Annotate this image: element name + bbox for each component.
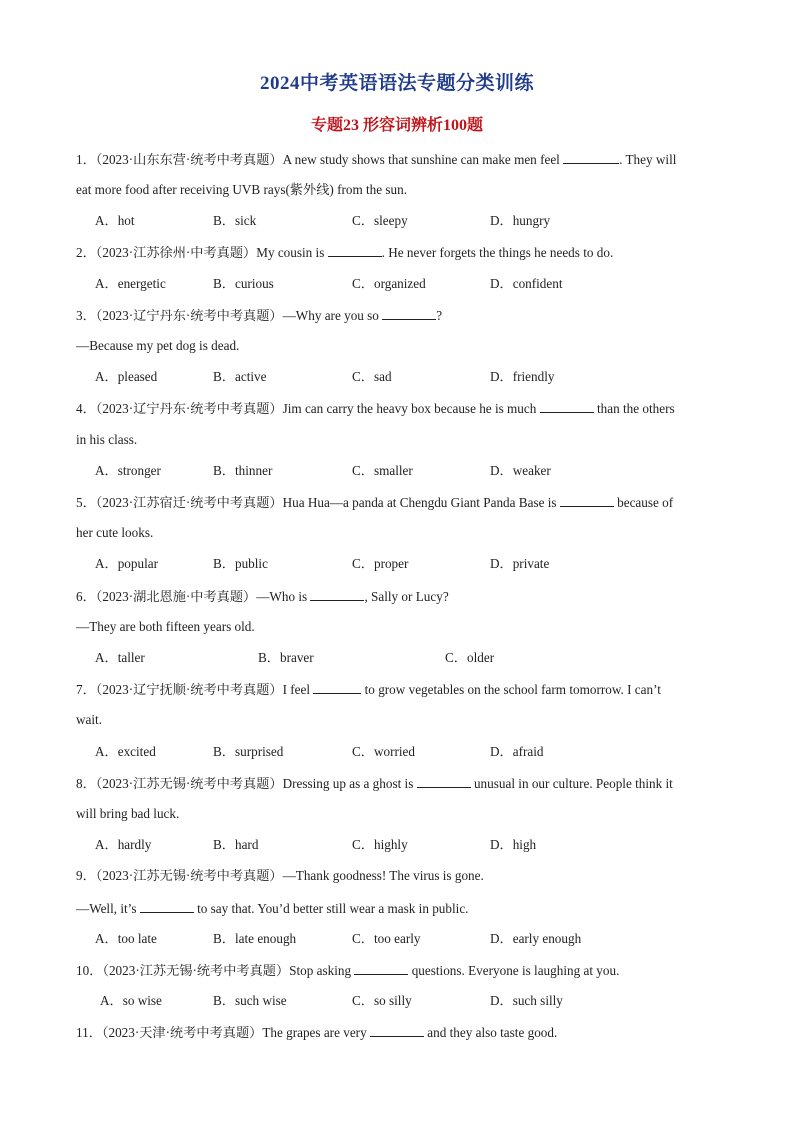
answer-blank	[140, 900, 194, 913]
question-4-stem-cont: in his class.	[76, 432, 138, 447]
question-5-option-c[interactable]: C．proper	[352, 556, 409, 571]
question-6-stem: 6．（2023·湖北恩施·中考真题）—Who is , Sally or Lucy?	[76, 589, 449, 604]
question-5-option-d[interactable]: D．private	[490, 556, 550, 571]
answer-blank	[560, 494, 614, 507]
question-9-option-d[interactable]: D．early enough	[490, 931, 582, 946]
question-7-option-b[interactable]: B．surprised	[213, 744, 284, 759]
question-10-option-c[interactable]: C．so silly	[352, 993, 412, 1008]
answer-blank	[382, 307, 436, 320]
answer-blank	[354, 962, 408, 975]
question-2-option-c[interactable]: C．organized	[352, 276, 426, 291]
question-4-option-b[interactable]: B．thinner	[213, 463, 273, 478]
question-1-option-c[interactable]: C．sleepy	[352, 213, 408, 228]
answer-blank	[310, 588, 364, 601]
question-10-option-b[interactable]: B．such wise	[213, 993, 287, 1008]
question-9-option-c[interactable]: C．too early	[352, 931, 421, 946]
question-10-stem: 10．（2023·江苏无锡·统考中考真题）Stop asking questions. Everyone is laughing at you.	[76, 963, 620, 978]
question-7-stem: 7．（2023·辽宁抚顺·统考中考真题）I feel to grow vegetables on the school farm tomorrow. I can’t	[76, 682, 661, 697]
question-3-stem: 3．（2023·辽宁丹东·统考中考真题）—Why are you so ?	[76, 308, 443, 323]
question-4-stem: 4．（2023·辽宁丹东·统考中考真题）Jim can carry the heavy box because he is much than the others	[76, 401, 675, 416]
question-1-stem-cont: eat more food after receiving UVB rays(紫外线) from the sun.	[76, 182, 408, 197]
question-5-stem: 5．（2023·江苏宿迁·统考中考真题）Hua Hua—a panda at Chengdu Giant Panda Base is because of	[76, 495, 674, 510]
question-4-option-c[interactable]: C．smaller	[352, 463, 413, 478]
question-7-option-a[interactable]: A．excited	[95, 744, 156, 759]
question-4-option-d[interactable]: D．weaker	[490, 463, 551, 478]
answer-blank	[313, 681, 361, 694]
question-8-stem-cont: will bring bad luck.	[76, 806, 180, 821]
answer-blank	[417, 775, 471, 788]
question-3-option-d[interactable]: D．friendly	[490, 369, 555, 384]
question-1-stem: 1．（2023·山东东营·统考中考真题）A new study shows that sunshine can make men feel . They will	[76, 152, 677, 167]
question-2-option-a[interactable]: A．energetic	[95, 276, 166, 291]
question-6-option-a[interactable]: A．taller	[95, 650, 145, 665]
question-8-option-b[interactable]: B．hard	[213, 837, 259, 852]
question-8-option-a[interactable]: A．hardly	[95, 837, 152, 852]
question-9-stem-cont: —Well, it’s to say that. You’d better still wear a mask in public.	[76, 901, 469, 916]
question-8-option-c[interactable]: C．highly	[352, 837, 408, 852]
question-5-option-a[interactable]: A．popular	[95, 556, 158, 571]
question-5-option-b[interactable]: B．public	[213, 556, 268, 571]
question-6-stem-cont: —They are both fifteen years old.	[76, 619, 255, 634]
question-1-option-b[interactable]: B．sick	[213, 213, 257, 228]
question-11-stem: 11．（2023·天津·统考中考真题）The grapes are very and they also taste good.	[76, 1025, 558, 1040]
question-9-option-b[interactable]: B．late enough	[213, 931, 297, 946]
question-6-option-c[interactable]: C．older	[445, 650, 495, 665]
question-4-option-a[interactable]: A．stronger	[95, 463, 161, 478]
answer-blank	[370, 1024, 424, 1037]
question-2-option-d[interactable]: D．confident	[490, 276, 563, 291]
question-1-option-d[interactable]: D．hungry	[490, 213, 551, 228]
question-3-option-a[interactable]: A．pleased	[95, 369, 158, 384]
question-3-stem-cont: —Because my pet dog is dead.	[76, 338, 240, 353]
question-8-option-d[interactable]: D．high	[490, 837, 537, 852]
question-5-stem-cont: her cute looks.	[76, 525, 154, 540]
question-1-option-a[interactable]: A．hot	[95, 213, 135, 228]
page-title: 2024中考英语语法专题分类训练	[259, 73, 534, 94]
page-subtitle: 专题23 形容词辨析100题	[310, 117, 483, 134]
question-7-option-d[interactable]: D．afraid	[490, 744, 544, 759]
question-7-stem-cont: wait.	[76, 712, 103, 727]
question-8-stem: 8．（2023·江苏无锡·统考中考真题）Dressing up as a ghost is unusual in our culture. People think it	[76, 776, 673, 791]
question-3-option-b[interactable]: B．active	[213, 369, 267, 384]
question-9-option-a[interactable]: A．too late	[95, 931, 157, 946]
question-9-stem: 9．（2023·江苏无锡·统考中考真题）—Thank goodness! The virus is gone.	[76, 868, 484, 883]
question-6-option-b[interactable]: B．braver	[258, 650, 314, 665]
question-10-option-d[interactable]: D．such silly	[490, 993, 563, 1008]
answer-blank	[328, 244, 382, 257]
question-3-option-c[interactable]: C．sad	[352, 369, 392, 384]
question-7-option-c[interactable]: C．worried	[352, 744, 415, 759]
question-2-option-b[interactable]: B．curious	[213, 276, 274, 291]
answer-blank	[540, 400, 594, 413]
question-2-stem: 2．（2023·江苏徐州·中考真题）My cousin is . He never forgets the things he needs to do.	[76, 245, 614, 260]
answer-blank	[563, 151, 619, 164]
question-10-option-a[interactable]: A．so wise	[100, 993, 162, 1008]
